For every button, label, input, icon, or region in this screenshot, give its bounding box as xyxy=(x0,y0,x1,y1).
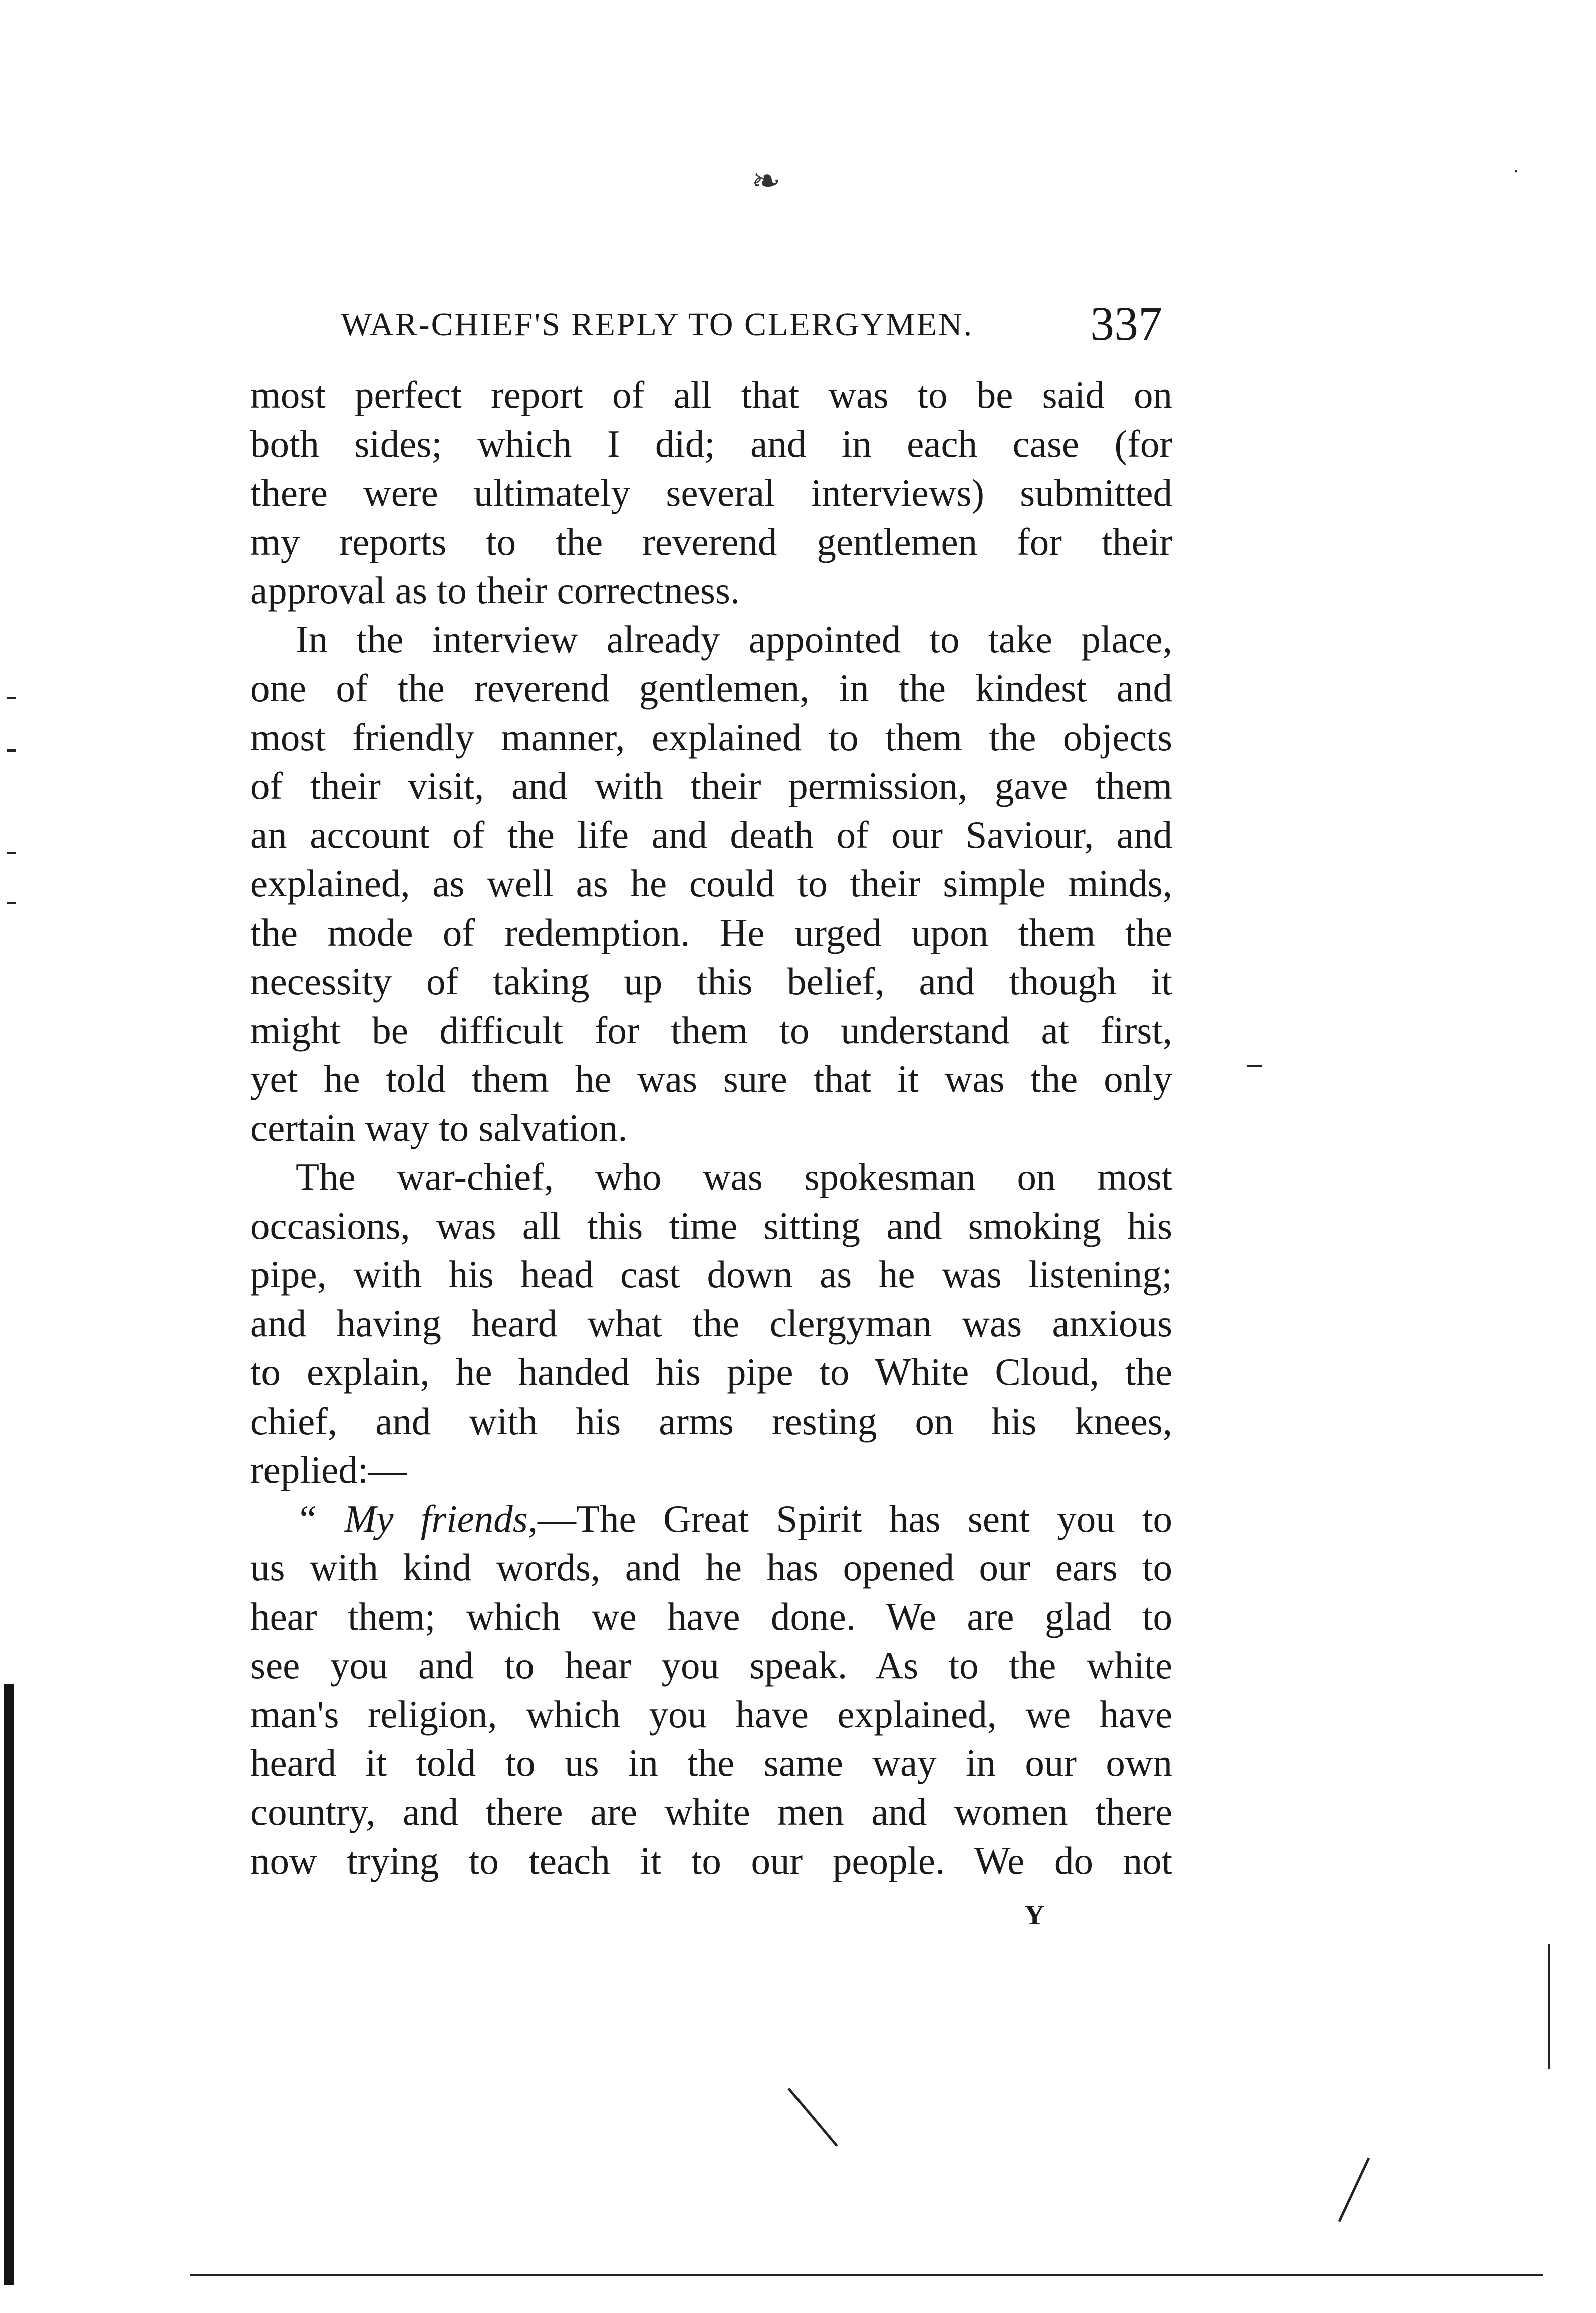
text-line: In the interview already appointed to take place, xyxy=(296,617,1172,661)
body-text xyxy=(250,371,1172,1886)
text-line: explained, as well as he could to their simple minds, xyxy=(250,862,1172,905)
speech-first-line-rest: —The Great Spirit has sent you to xyxy=(537,1497,1172,1540)
margin-tick xyxy=(7,902,16,904)
text-line: most perfect report of all that was to be said on xyxy=(250,373,1172,416)
text-line: country, and there are white men and women there xyxy=(250,1790,1172,1833)
ornament-mark-top: ❧ xyxy=(751,160,781,201)
text-line: an account of the life and death of our Saviour, and xyxy=(250,813,1172,856)
text-line: pipe, with his head cast down as he was listening; xyxy=(250,1253,1172,1296)
running-title: WAR-CHIEF'S REPLY TO CLERGYMEN. xyxy=(341,306,974,343)
bottom-rule xyxy=(190,2274,1543,2276)
paragraph-4 xyxy=(250,1495,1172,1886)
text-line: one of the reverend gentlemen, in the kindest and xyxy=(250,666,1172,710)
text-line: there were ultimately several interviews) submitted xyxy=(250,471,1172,514)
margin-tick xyxy=(7,852,16,854)
text-line: yet he told them he was sure that it was the only xyxy=(250,1057,1172,1100)
text-line: might be difficult for them to understand at first, xyxy=(250,1008,1172,1052)
speech-first-line xyxy=(250,1495,1172,1544)
paragraph-3 xyxy=(250,1152,1172,1495)
text-line: the mode of redemption. He urged upon them the xyxy=(250,910,1172,954)
edge-mark xyxy=(1548,1944,1550,2069)
paragraph-2 xyxy=(250,615,1172,1153)
text-line: necessity of taking up this belief, and though it xyxy=(250,960,1172,1003)
text-line: us with kind words, and he has opened our ears to xyxy=(250,1546,1172,1589)
text-line: man's religion, which you have explained, we have xyxy=(250,1692,1172,1736)
running-header xyxy=(341,296,1162,351)
margin-tick xyxy=(1247,1065,1262,1067)
paragraph-1 xyxy=(250,371,1172,615)
text-line: see you and to hear you speak. As to the white xyxy=(250,1644,1172,1687)
signature-mark: Y xyxy=(1024,1900,1045,1931)
text-line: of their visit, and with their permission, gave them xyxy=(250,764,1172,807)
text-line: and having heard what the clergyman was anxious xyxy=(250,1301,1172,1345)
text-line: most friendly manner, explained to them the objects xyxy=(250,715,1172,759)
margin-tick xyxy=(7,749,16,752)
text-line: replied:— xyxy=(250,1448,407,1491)
stray-stroke xyxy=(787,2088,838,2147)
margin-tick xyxy=(7,697,16,699)
text-line: occasions, was all this time sitting and smoking his xyxy=(250,1204,1172,1247)
text-line: certain way to salvation. xyxy=(250,1106,628,1149)
text-line: to explain, he handed his pipe to White Cloud, the xyxy=(250,1350,1172,1394)
text-line: heard it told to us in the same way in our own xyxy=(250,1741,1172,1784)
text-line: hear them; which we have done. We are glad to xyxy=(250,1594,1172,1638)
text-line: approval as to their correctness. xyxy=(250,569,740,612)
stray-mark: · xyxy=(1513,160,1519,183)
text-line: The war-chief, who was spokesman on most xyxy=(296,1155,1172,1198)
scan-edge-bar xyxy=(4,1684,14,2285)
text-line: my reports to the reverend gentlemen for their xyxy=(250,520,1172,563)
page-number: 337 xyxy=(1090,297,1162,350)
text-line: both sides; which I did; and in each case (for xyxy=(250,422,1172,466)
stray-stroke xyxy=(1338,2158,1370,2222)
speech-salutation: “ My friends, xyxy=(296,1497,538,1540)
text-line: now trying to teach it to our people. We do not xyxy=(250,1839,1172,1882)
text-line: chief, and with his arms resting on his knees, xyxy=(250,1399,1172,1443)
